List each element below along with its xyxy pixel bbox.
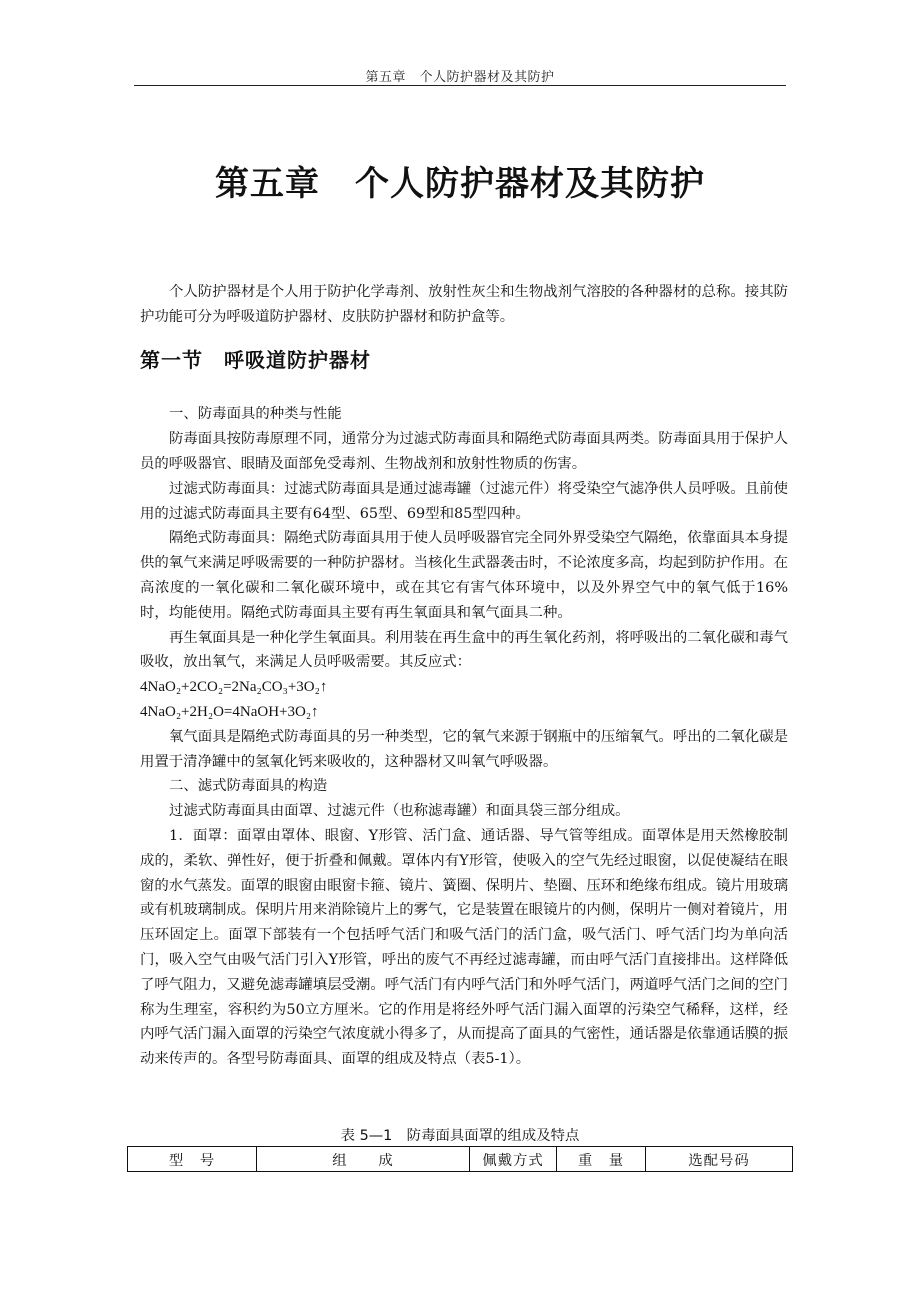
- header-cell-size-code: 选配号码: [646, 1147, 793, 1172]
- header-cell-weight: 重 量: [557, 1147, 646, 1172]
- paragraph-7: 1．面罩：面罩由罩体、眼窗、Y形管、活门盒、通话器、导气管等组成。面罩体是用天然橡胶制成的，柔软、弹性好，便于折叠和佩戴。罩体内有Y形管，使吸入的空气先经过眼窗，以促使凝结在眼窗的水气蒸发。面罩的眼窗由眼窗卡箍、镜片、簧圈、保明片、垫圈、压环和绝缘布组成。镜片用玻璃或有机玻璃制成。保明片用来消除镜片上的雾气，它是装置在眼镜片的内侧，保明片一侧对着镜片，用压环固定上。面罩下部装有一个包括呼气活门和吸气活门的活门盒，吸气活门、呼气活门均为单向活门，吸入空气由吸气活门引入Y形管，呼出的废气不再经过滤毒罐，而由呼气活门直接排出。这样降低了呼气阻力，又避免滤毒罐填层受潮。呼气活门有内呼气活门和外呼气活门，两道呼气活门之间的空门称为生理室，容积约为50立方厘米。它的作用是将经外呼气活门漏入面罩的污染空气稀释，这样，经内呼气活门漏入面罩的污染空气浓度就小得多了，从而提高了面具的气密性，通话器是依靠通话膜的振动来传声的。各型号防毒面具、面罩的组成及特点（表5-1）。: [140, 827, 788, 1068]
- subheading-2: 二、滤式防毒面具的构造: [169, 778, 328, 795]
- chapter-title: 第五章 个人防护器材及其防护: [215, 164, 705, 204]
- paragraph-2: 过滤式防毒面具：过滤式防毒面具是通过滤毒罐（过滤元件）将受染空气滤净供人员呼吸。且前使用的过滤式防毒面具主要有64型、65型、69型和85型四种。: [140, 480, 788, 522]
- formula-2: 4NaO₂+2H₂O=4NaOH+3O₂↑: [140, 703, 319, 720]
- paragraph-4: 再生氧面具是一种化学生氧面具。利用装在再生盒中的再生氧化药剂，将呼吸出的二氧化碳和毒气吸收，放出氧气，来满足人员呼吸需要。其反应式：: [140, 629, 788, 671]
- paragraph-3: 隔绝式防毒面具：隔绝式防毒面具用于使人员呼吸器官完全同外界受染空气隔绝，依靠面具本身提供的氧气来满足呼吸需要的一种防护器材。当核化生武器袭击时，不论浓度多高，均起到防护作用。在高浓度的一氧化碳和二氧化碳环境中，或在其它有害气体环境中，以及外界空气中的氧气低于16%时，均能使用。隔绝式防毒面具主要有再生氧面具和氧气面具二种。: [140, 530, 788, 621]
- paragraph-5: 氧气面具是隔绝式防毒面具的另一种类型，它的氧气来源于钢瓶中的压缩氧气。呼出的二氧化碳是用置于清净罐中的氢氧化钙来吸收的，这种器材又叫氧气呼吸器。: [140, 728, 788, 770]
- body-text: [140, 280, 788, 1072]
- subheading-1: 一、防毒面具的种类与性能: [169, 406, 342, 423]
- table-caption: 表 5—1 防毒面具面罩的组成及特点: [340, 1128, 580, 1144]
- paragraph-6: 过滤式防毒面具由面罩、过滤元件（也称滤毒罐）和面具袋三部分组成。: [169, 803, 630, 820]
- header-cell-model: 型 号: [128, 1147, 257, 1172]
- spec-table: [127, 1146, 793, 1172]
- paragraph-1: 防毒面具按防毒原理不同，通常分为过滤式防毒面具和隔绝式防毒面具两类。防毒面具用于保护人员的呼吸器官、眼睛及面部免受毒剂、生物战剂和放射性物质的伤害。: [140, 431, 788, 472]
- header-cell-wearing: 佩戴方式: [470, 1147, 557, 1172]
- section-title: 第一节 呼吸道防护器材: [140, 347, 371, 372]
- running-header: 第五章 个人防护器材及其防护: [365, 70, 555, 85]
- intro-paragraph: 个人防护器材是个人用于防护化学毒剂、放射性灰尘和生物战剂气溶胶的各种器材的总称。接其防护功能可分为呼吸道防护器材、皮肤防护器材和防护盒等。: [140, 284, 788, 325]
- formula-1: 4NaO₂+2CO₂=2Na₂CO₃+3O₂↑: [140, 679, 328, 696]
- table-header-row: [128, 1147, 793, 1172]
- header-rule: [134, 85, 786, 86]
- header-cell-composition: 组 成: [257, 1147, 470, 1172]
